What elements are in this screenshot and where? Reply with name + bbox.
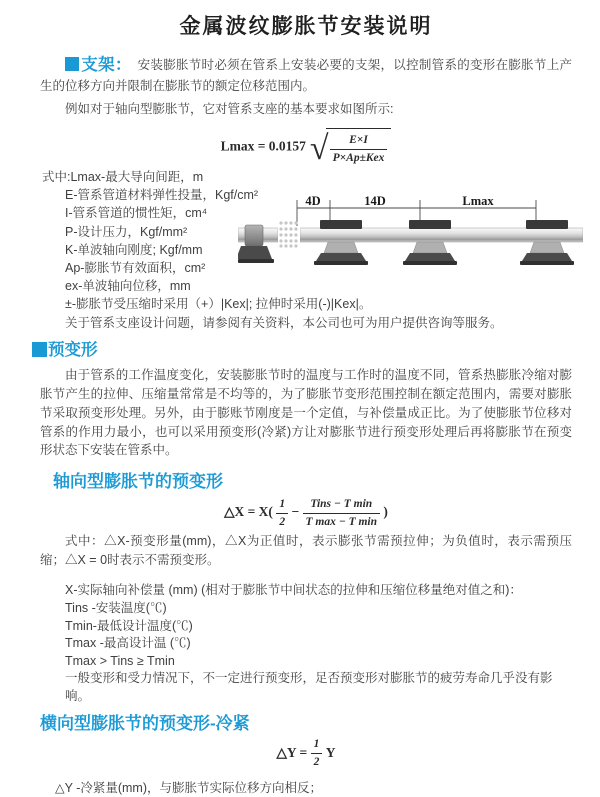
minus-sign: − xyxy=(291,504,300,520)
section-square-icon xyxy=(32,342,47,357)
sqrt-content xyxy=(326,128,392,167)
temp-fraction-denominator: T max − T min xyxy=(305,515,378,528)
support-intro-text: 安装膨胀节时必须在管系上安装必要的支架，以控制管系的变形在膨胀节上产生的位移方向并限制在膨胀节的额定位移范围内。 xyxy=(40,58,572,93)
lmax-fraction-numerator: E×I xyxy=(330,133,388,150)
def-item-tmax: Tmax -最高设计温 (℃) xyxy=(65,636,191,651)
lateral-denominator: 2 xyxy=(313,755,320,768)
axial-temp-fraction xyxy=(303,497,381,530)
lmax-formula xyxy=(40,128,572,167)
def-item-ap: Ap-膨胀节有效面积，cm² xyxy=(65,261,206,276)
half-numerator: 1 xyxy=(276,497,288,514)
axial-definitions xyxy=(40,582,572,705)
dim-label-lmax: Lmax xyxy=(462,194,494,208)
support-paragraph xyxy=(40,55,572,97)
lateral-half-fraction xyxy=(311,737,323,770)
axial-formula-prefix: △X = X( xyxy=(224,504,273,520)
def-item-plusminus: ±-膨胀节受压缩时采用（+）|Kex|; 拉伸时采用(-)|Kex|。 xyxy=(65,297,372,312)
axial-formula-suffix: ) xyxy=(383,504,388,520)
lateral-formula xyxy=(40,737,572,769)
def-item-lmax: 式中:Lmax-最大导向间距，m xyxy=(42,170,204,184)
page-title: 金属波纹膨胀节安装说明 xyxy=(179,15,433,38)
lateral-formula-rhs: Y xyxy=(325,744,336,760)
half-denominator: 2 xyxy=(279,515,286,528)
def-item-tins: Tins -安装温度(℃) xyxy=(65,600,167,615)
support-note: 关于管系支座设计问题，请参阅有关资料，本公司也可为用户提供咨询等服务。 xyxy=(65,315,503,330)
def-item-k: K-单波轴向刚度; Kgf/mm xyxy=(65,242,203,257)
support-example-line: 例如对于轴向型膨胀节，它对管系支座的基本要求如图所示: xyxy=(65,102,394,116)
dim-label-14d: 14D xyxy=(364,194,386,208)
def-item-tmin: Tmin-最低设计温度(℃) xyxy=(65,618,193,633)
def-item-i: I-管系管道的惯性矩，cm⁴ xyxy=(65,206,208,221)
pipe-support-diagram xyxy=(238,193,583,275)
temp-fraction-numerator: Tins − T min xyxy=(303,497,381,514)
lmax-fraction-denominator: P×Ap±Kex xyxy=(332,152,385,165)
preform-section-label: 预变形 xyxy=(48,341,98,360)
def-item-p: P-设计压力，Kgf/mm² xyxy=(65,224,188,239)
support-section-label: 支架： xyxy=(81,56,132,74)
preform-section-heading xyxy=(32,340,572,361)
sqrt-symbol-icon: √ xyxy=(309,129,329,167)
section-square-icon xyxy=(65,57,79,71)
def-item-trelation: Tmax > Tins ≥ Tmin xyxy=(65,653,175,668)
lateral-numerator: 1 xyxy=(311,737,323,754)
dim-label-4d: 4D xyxy=(305,194,321,208)
def-item-ex: ex-单波轴向位移，mm xyxy=(65,279,191,294)
axial-formula xyxy=(40,495,572,529)
lmax-formula-lhs: Lmax = 0.0157 xyxy=(220,138,306,154)
lmax-fraction xyxy=(330,133,388,166)
def-item-e: E-管系管道材料弹性投量，Kgf/cm² xyxy=(65,188,259,203)
def-item-x: X-实际轴向补偿量 (mm) (相对于膨胀节中间状态的拉伸和压缩位移量绝对值之和)： xyxy=(65,583,522,598)
pipe-support-glyph xyxy=(314,220,574,265)
axial-half-fraction xyxy=(276,497,288,530)
preform-paragraph: 由于管系的工作温度变化，安装膨胀节时的温度与工作时的温度不同，管系热膨胀冷缩对膨胀节产生的拉伸、压缩量常常是不均等的，为了膨胀节变形范围控制在额定范围内，需要对膨胀节采取预变形处理。另外，由于膨账节刚度是一个定值，与补偿量成正比。为了使膨胀节位移对管系的作用力最小，也可以采用预变形(冷紧)方让对膨胀节进行预变形处理后再将膨胀节在预变形状态下安装在管系中。 xyxy=(40,368,572,458)
lateral-formula-lhs: △Y = xyxy=(276,744,308,760)
axial-preform-heading: 轴向型膨胀节的预变形 xyxy=(53,472,223,492)
axial-formula-explain: 式中：△X-预变形量(mm)，△X为正值时，表示膨张节需预拉伸；为负值时，表示需预压缩；△X = 0时表示不需预变形。 xyxy=(40,534,572,568)
lateral-def-line: △Y -冷紧量(mm)，与膨胀节实际位移方向相反； xyxy=(55,780,323,795)
axial-general-note: 一般变形和受力情况下，不一定进行预变形，足否预变形对膨胀节的疲劳寿命几乎没有影响。 xyxy=(65,671,553,703)
lateral-preform-heading: 横向型膨胀节的预变形-冷紧 xyxy=(40,713,250,733)
